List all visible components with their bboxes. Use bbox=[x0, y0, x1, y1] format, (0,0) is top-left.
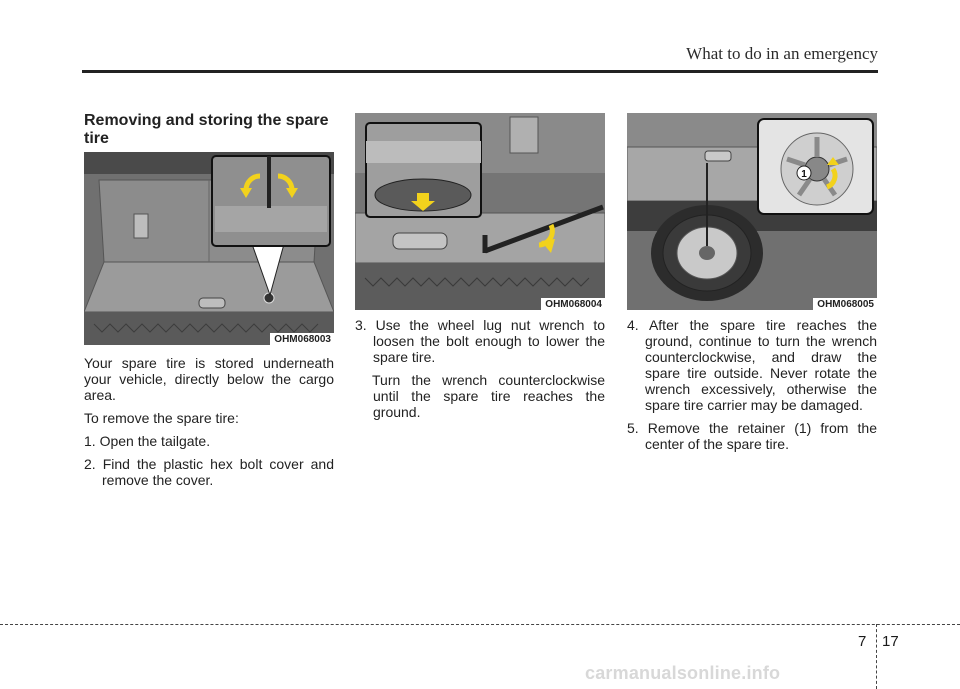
figure-wrench-bolt bbox=[355, 113, 605, 310]
cargo-area-illustration bbox=[84, 152, 334, 345]
step-3-note: Turn the wrench counterclockwise until the spare tire reaches the ground. bbox=[372, 372, 605, 420]
header-title: What to do in an emergency bbox=[686, 44, 878, 63]
retainer-callout: 1 bbox=[801, 169, 807, 180]
wrench-bolt-illustration bbox=[355, 113, 605, 310]
spare-tire-illustration bbox=[627, 113, 877, 310]
lead-text: To remove the spare tire: bbox=[84, 410, 239, 426]
header-rule bbox=[82, 70, 878, 73]
step-4: 4. After the spare tire reaches the ground, continue to turn the wrench counterclockwise, and draw the spare tire outside. Never rotate the wrench excessively, otherwise the spare tire carrier may be damaged. bbox=[627, 317, 877, 413]
step-2: 2. Find the plastic hex bolt cover and remove the cover. bbox=[84, 456, 334, 488]
step-3: 3. Use the wheel lug nut wrench to loosen the bolt enough to lower the spare tire. bbox=[355, 317, 605, 365]
page-number: 17 bbox=[882, 633, 899, 650]
column-1 bbox=[84, 355, 334, 495]
step-5: 5. Remove the retainer (1) from the center of the spare tire. bbox=[627, 420, 877, 452]
figure-cargo-area bbox=[84, 152, 334, 345]
figure-code: OHM068005 bbox=[813, 298, 877, 310]
watermark: carmanualsonline.info bbox=[585, 663, 781, 683]
intro-text: Your spare tire is stored underneath your vehicle, directly below the cargo area. bbox=[84, 355, 334, 403]
figure-code: OHM068004 bbox=[541, 298, 605, 310]
column-2 bbox=[355, 317, 605, 427]
footer-rule bbox=[0, 624, 960, 625]
footer-divider bbox=[876, 624, 877, 689]
figure-code: OHM068003 bbox=[270, 333, 334, 345]
section-title: Removing and storing the spare tire bbox=[84, 112, 329, 147]
step-1: 1. Open the tailgate. bbox=[84, 433, 211, 449]
chapter-number: 7 bbox=[858, 633, 867, 650]
column-3 bbox=[627, 317, 877, 459]
figure-spare-tire bbox=[627, 113, 877, 310]
